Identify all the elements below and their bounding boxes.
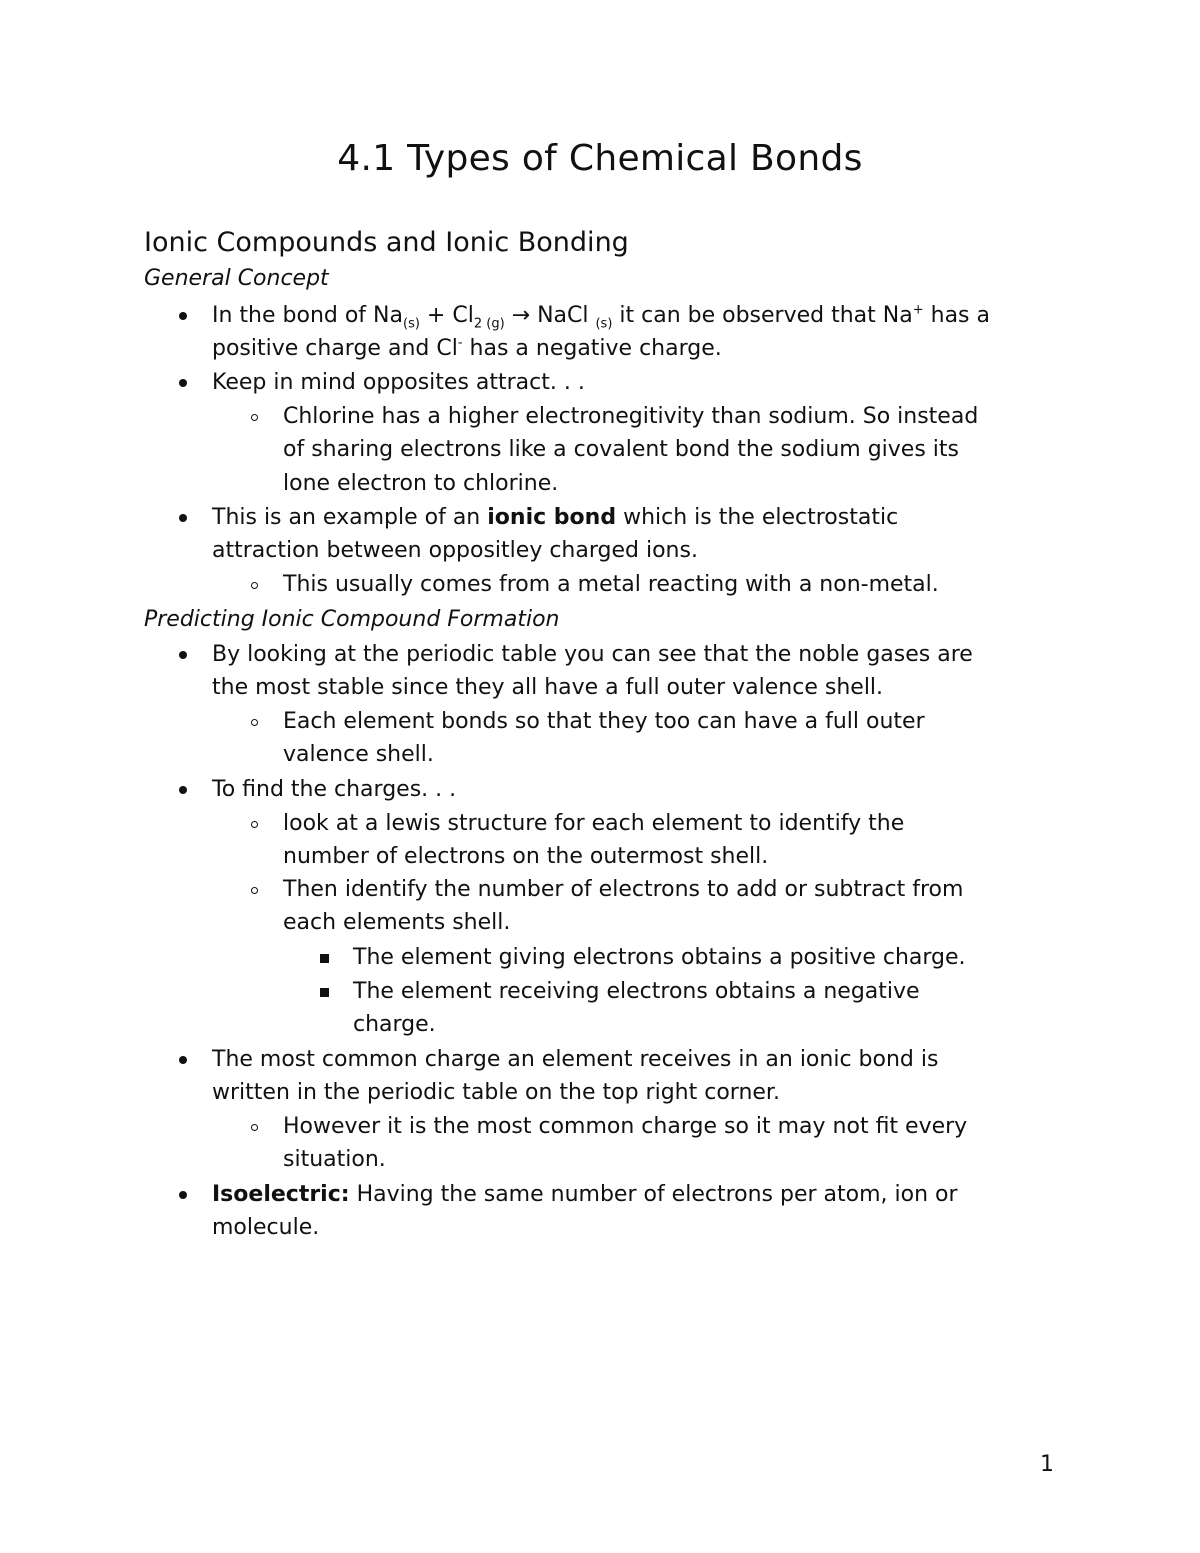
bullet-dot bbox=[176, 640, 190, 670]
term-ionic-bond: ionic bond bbox=[487, 505, 617, 530]
bullet-circle bbox=[247, 875, 261, 905]
bullet-dot bbox=[176, 1180, 190, 1210]
list-item: Isoelectric: Having the same number of electrons per atom, ion or bbox=[212, 1182, 958, 1207]
list-item: The element giving electrons obtains a positive charge. bbox=[353, 945, 966, 970]
subheading-predicting: Predicting Ionic Compound Formation bbox=[144, 607, 560, 632]
list-item: Each element bonds so that they too can have a full outer bbox=[283, 709, 925, 734]
list-item: To find the charges. . . bbox=[212, 777, 457, 802]
list-item-continued: of sharing electrons like a covalent bond the sodium gives its bbox=[283, 437, 959, 462]
bullet-circle bbox=[247, 402, 261, 432]
equation-line-1: In the bond of $Na_{(s)} + Cl_{2 (g)}$ → NaCl $_{(s)}$ it can be observed that Na+ has a bbox=[212, 302, 990, 332]
page-title: 4.1 Types of Chemical Bonds bbox=[337, 138, 863, 179]
list-item-continued: molecule. bbox=[212, 1215, 320, 1240]
subheading-general-concept: General Concept bbox=[144, 266, 329, 291]
equation-line-2: positive charge and Cl- has a negative charge. bbox=[212, 335, 722, 361]
bullet-dot bbox=[176, 503, 190, 533]
list-item-continued: the most stable since they all have a full outer valence shell. bbox=[212, 675, 884, 700]
list-item: This usually comes from a metal reacting with a non-metal. bbox=[283, 572, 939, 597]
list-item: This is an example of an ionic bond which is the electrostatic bbox=[212, 505, 899, 530]
list-item: However it is the most common charge so it may not fit every bbox=[283, 1114, 968, 1139]
list-item-continued: valence shell. bbox=[283, 742, 434, 767]
bullet-dot bbox=[176, 1045, 190, 1075]
bullet-circle bbox=[247, 707, 261, 737]
bullet-dot bbox=[176, 368, 190, 398]
list-item-continued: situation. bbox=[283, 1147, 386, 1172]
bullet-circle bbox=[247, 1112, 261, 1142]
list-item-continued: number of electrons on the outermost shell. bbox=[283, 844, 769, 869]
term-isoelectric: Isoelectric: bbox=[212, 1182, 350, 1207]
list-item: Then identify the number of electrons to add or subtract from bbox=[283, 877, 964, 902]
bullet-square bbox=[317, 977, 331, 1007]
list-item: look at a lewis structure for each element to identify the bbox=[283, 811, 905, 836]
section-heading: Ionic Compounds and Ionic Bonding bbox=[144, 227, 629, 258]
list-item: The element receiving electrons obtains a negative bbox=[353, 979, 920, 1004]
bullet-circle bbox=[247, 809, 261, 839]
list-item-continued: charge. bbox=[353, 1012, 436, 1037]
bullet-dot bbox=[176, 775, 190, 805]
list-item: By looking at the periodic table you can see that the noble gases are bbox=[212, 642, 973, 667]
list-item-continued: written in the periodic table on the top right corner. bbox=[212, 1080, 780, 1105]
list-item: Keep in mind opposites attract. . . bbox=[212, 370, 585, 395]
bullet-circle bbox=[247, 570, 261, 600]
bullet-square bbox=[317, 943, 331, 973]
list-item-continued: attraction between oppositley charged ions. bbox=[212, 538, 698, 563]
list-item: The most common charge an element receives in an ionic bond is bbox=[212, 1047, 939, 1072]
list-item-continued: each elements shell. bbox=[283, 910, 511, 935]
list-item: Chlorine has a higher electronegitivity than sodium. So instead bbox=[283, 404, 979, 429]
page-number: 1 bbox=[1040, 1452, 1054, 1477]
list-item-continued: lone electron to chlorine. bbox=[283, 471, 559, 496]
bullet-dot bbox=[176, 301, 190, 331]
